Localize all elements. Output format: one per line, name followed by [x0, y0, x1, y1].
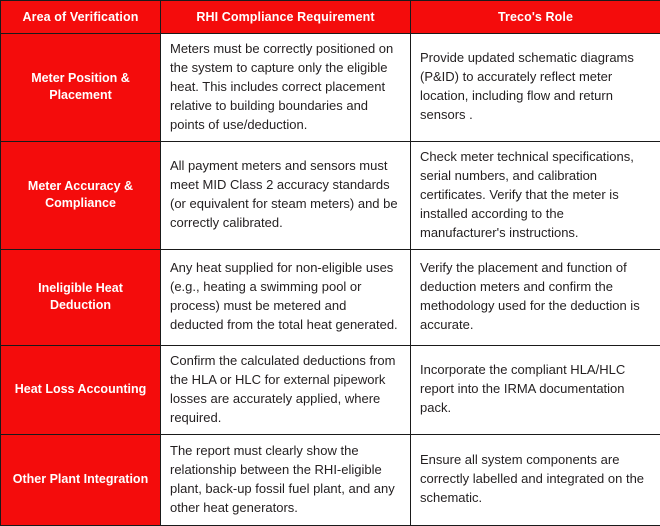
column-header-area-of-verification: Area of Verification	[1, 1, 161, 34]
requirement-cell: Any heat supplied for non-eligible uses (e.g., heating a swimming pool or process) must be metered and deducted from the total heat generated.	[161, 249, 411, 345]
column-header-trecos-role: Treco's Role	[411, 1, 660, 34]
header-row	[1, 1, 660, 34]
role-cell: Verify the placement and function of deduction meters and confirm the methodology used for the deduction is accurate.	[411, 249, 660, 345]
table-row	[1, 249, 660, 345]
requirement-cell: Confirm the calculated deductions from the HLA or HLC for external pipework losses are accurately applied, where required.	[161, 345, 411, 434]
role-cell: Ensure all system components are correctly labelled and integrated on the schematic.	[411, 434, 660, 525]
role-cell: Check meter technical specifications, serial numbers, and calibration certificates. Verify that the meter is installed according to the manufacturer's instructions.	[411, 141, 660, 249]
column-header-rhi-compliance-requirement: RHI Compliance Requirement	[161, 1, 411, 34]
area-cell: Meter Accuracy & Compliance	[1, 141, 161, 249]
area-cell: Other Plant Integration	[1, 434, 161, 525]
table-row	[1, 34, 660, 142]
table-row	[1, 141, 660, 249]
role-cell: Incorporate the compliant HLA/HLC report into the IRMA documentation pack.	[411, 345, 660, 434]
role-cell: Provide updated schematic diagrams (P&ID) to accurately reflect meter location, including flow and return sensors .	[411, 34, 660, 142]
table-row	[1, 345, 660, 434]
table-row	[1, 434, 660, 525]
requirement-cell: Meters must be correctly positioned on the system to capture only the eligible heat. This includes correct placement relative to building boundaries and points of use/deduction.	[161, 34, 411, 142]
table-body	[1, 34, 660, 526]
area-cell: Meter Position & Placement	[1, 34, 161, 142]
area-cell: Heat Loss Accounting	[1, 345, 161, 434]
area-cell: Ineligible Heat Deduction	[1, 249, 161, 345]
requirement-cell: All payment meters and sensors must meet MID Class 2 accuracy standards (or equivalent for steam meters) and be correctly calibrated.	[161, 141, 411, 249]
requirement-cell: The report must clearly show the relationship between the RHI-eligible plant, back-up fossil fuel plant, and any other heat generators.	[161, 434, 411, 525]
table-header	[1, 1, 660, 34]
